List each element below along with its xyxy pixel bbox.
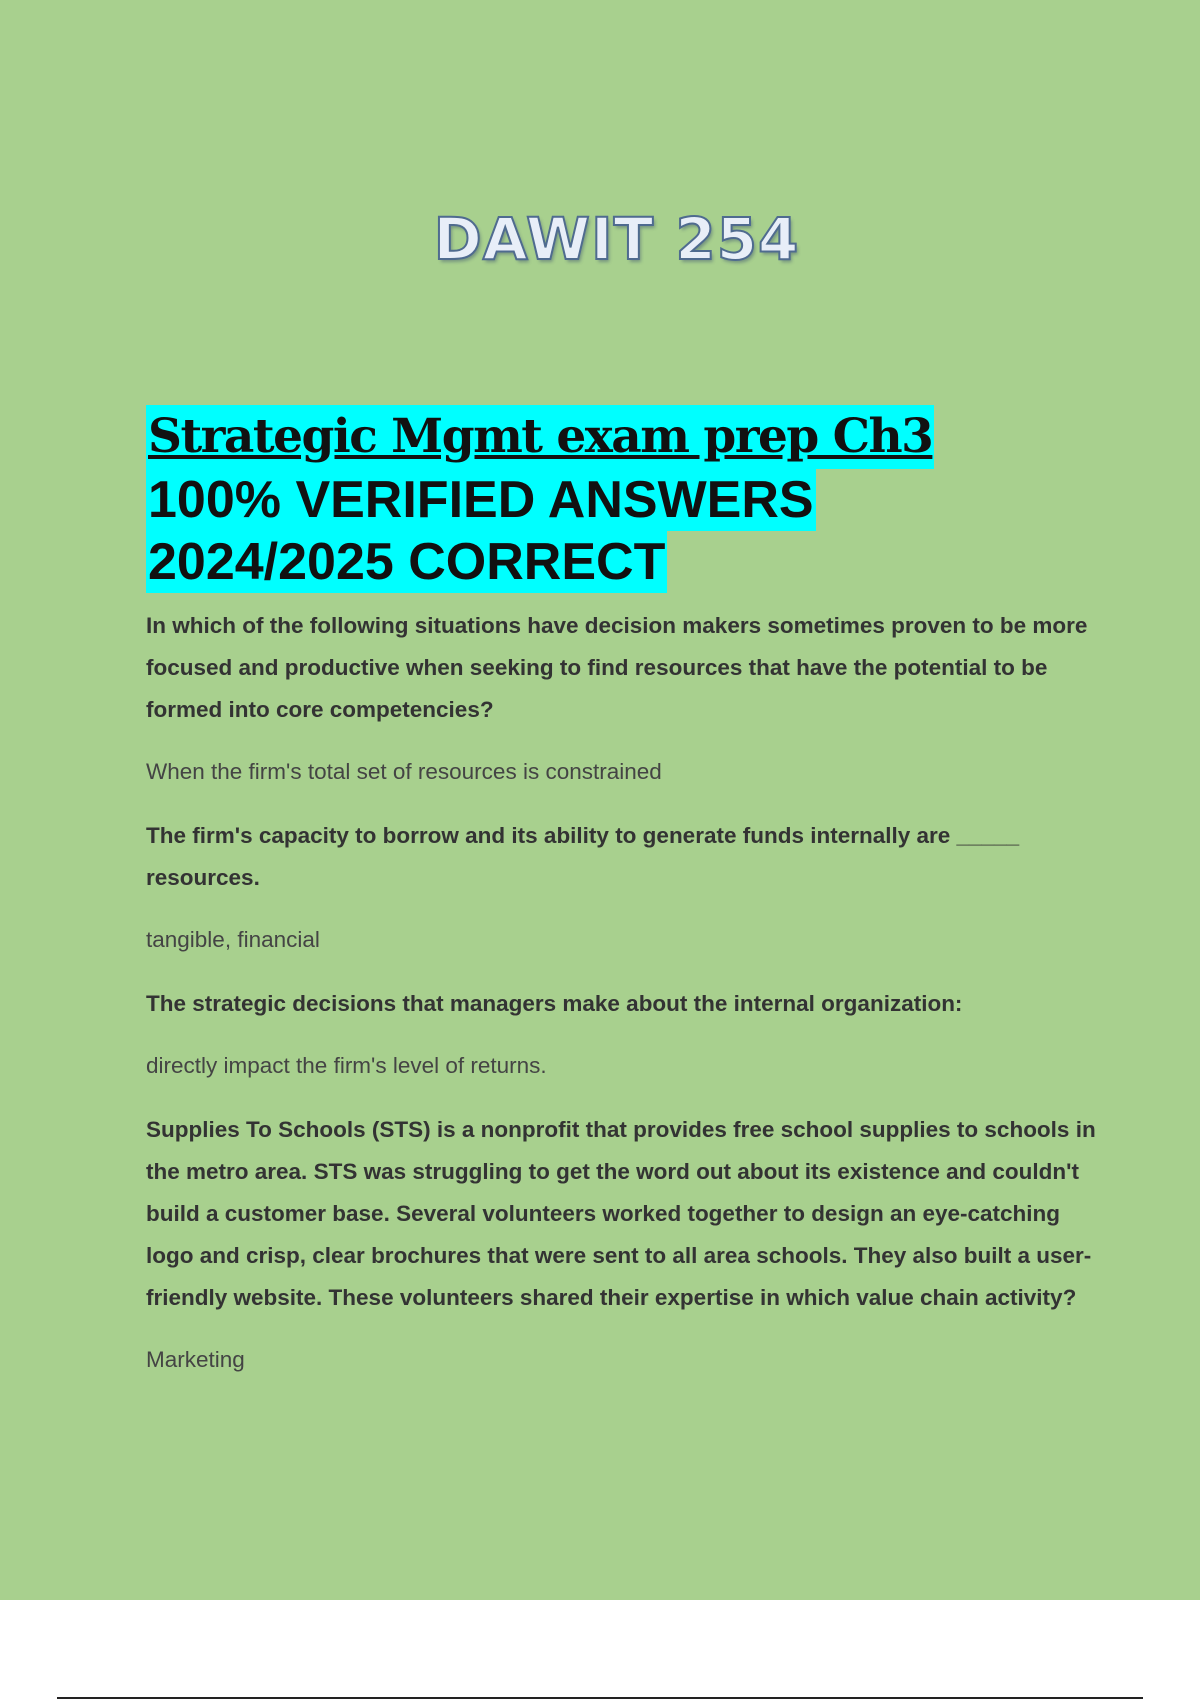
answer-4: Marketing	[146, 1347, 245, 1372]
title-line-3: 2024/2025 CORRECT	[148, 533, 666, 591]
question-4: Supplies To Schools (STS) is a nonprofit that provides free school supplies to schools in the metro area. STS was struggling to get the word out about its existence and couldn't build a customer base. Several volunteers worked together to design an eye-catching logo and crisp, clear brochures that were sent to all area schools. They also built a user-friendly website. These volunteers shared their expertise in which value chain activity?	[146, 1117, 1096, 1310]
title-line-2: 100% VERIFIED ANSWERS	[148, 471, 814, 529]
watermark: DAWIT 254	[433, 205, 800, 273]
question-3: The strategic decisions that managers make about the internal organization:	[146, 991, 963, 1016]
answer-1: When the firm's total set of resources is constrained	[146, 759, 662, 784]
title-line-1: Strategic Mgmt exam prep Ch3	[146, 405, 934, 469]
question-2: The firm's capacity to borrow and its ability to generate funds internally are _____ resources.	[146, 823, 1020, 890]
document-title	[146, 405, 1096, 593]
footer-divider	[57, 1697, 1143, 1699]
answer-2: tangible, financial	[146, 927, 320, 952]
document-body	[146, 405, 1096, 1403]
qa-list	[146, 605, 1096, 1381]
question-1: In which of the following situations have decision makers sometimes proven to be more focused and productive when seeking to find resources that have the potential to be formed into core competencies?	[146, 613, 1088, 722]
answer-3: directly impact the firm's level of returns.	[146, 1053, 547, 1078]
